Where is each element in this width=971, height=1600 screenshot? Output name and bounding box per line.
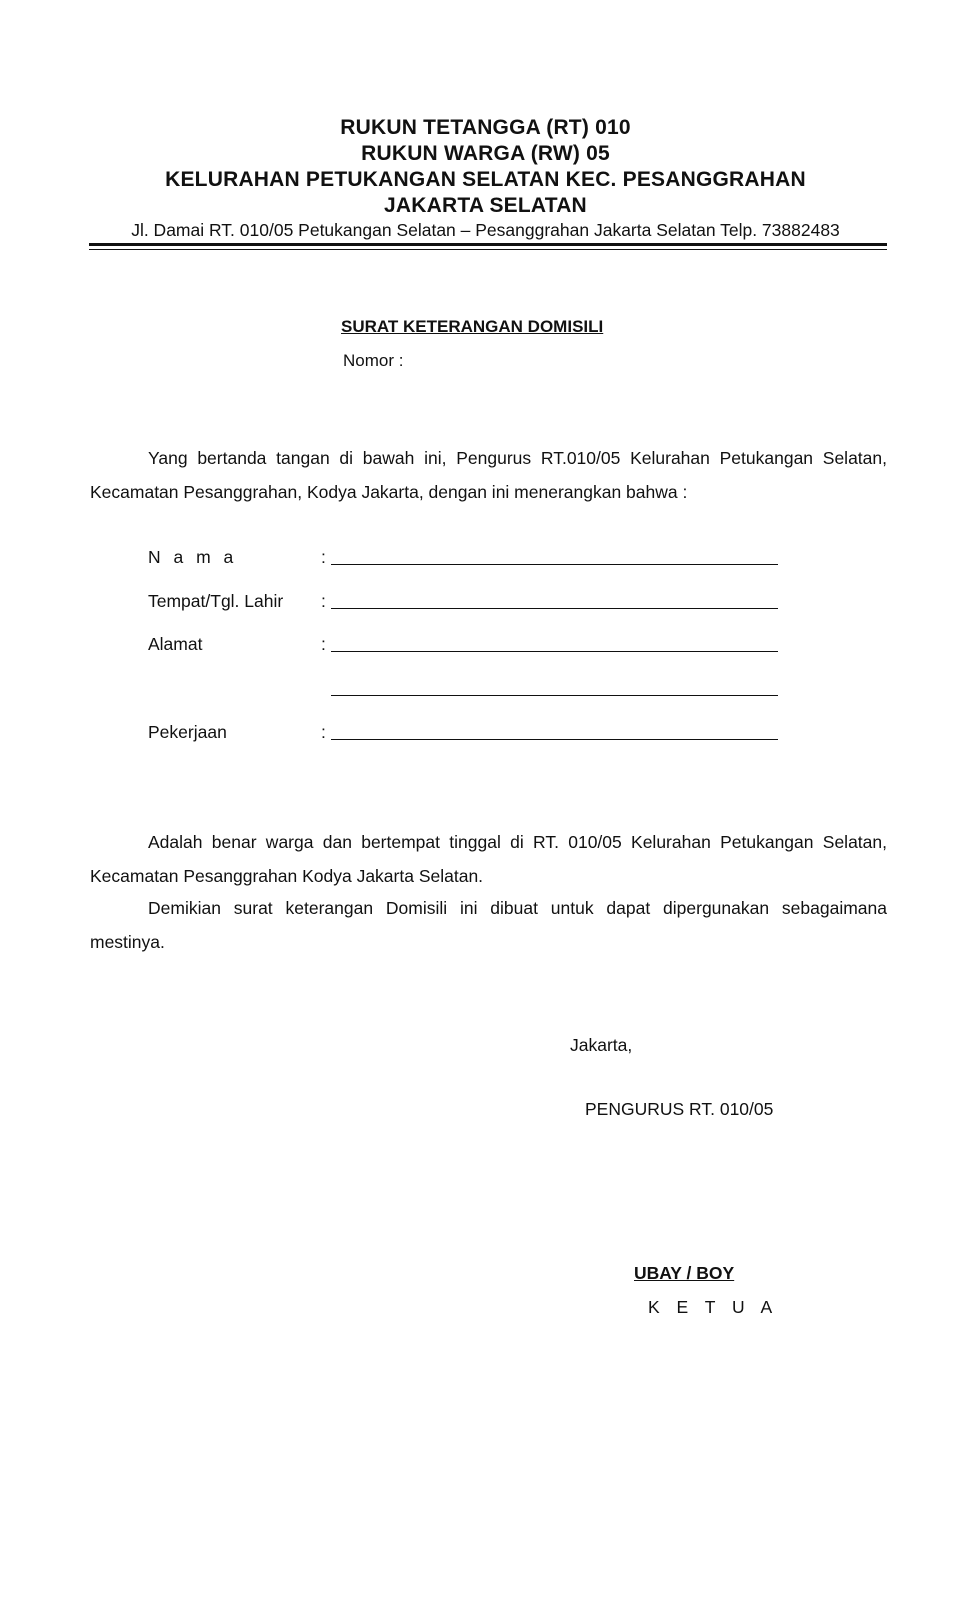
signer-role: K E T U A: [648, 1297, 779, 1317]
document-number: Nomor :: [343, 351, 404, 370]
letterhead-rt: RUKUN TETANGGA (RT) 010: [340, 116, 631, 139]
field-line-name[interactable]: [331, 564, 778, 565]
field-colon-job: :: [321, 722, 326, 742]
letterhead-kelurahan: KELURAHAN PETUKANGAN SELATAN KEC. PESANGGRAHAN: [165, 168, 806, 191]
closing-paragraph: Demikian surat keterangan Domisili ini dibuat untuk dapat dipergunakan sebagaimana mestinya.: [90, 898, 887, 952]
field-label-name: N a m a: [148, 547, 238, 567]
field-line-address-2[interactable]: [331, 695, 778, 696]
document-title: SURAT KETERANGAN DOMISILI: [341, 317, 604, 336]
letterhead-rw: RUKUN WARGA (RW) 05: [361, 142, 610, 165]
statement-paragraph: Adalah benar warga dan bertempat tinggal di RT. 010/05 Kelurahan Petukangan Selatan, Kecamatan Pesanggrahan Kodya Jakarta Selatan.: [90, 832, 887, 886]
field-colon-address: :: [321, 634, 326, 654]
intro-paragraph: Yang bertanda tangan di bawah ini, Pengurus RT.010/05 Kelurahan Petukangan Selatan, Kecamatan Pesanggrahan, Kodya Jakarta, dengan ini menerangkan bahwa :: [90, 448, 887, 502]
letterhead-address: Jl. Damai RT. 010/05 Petukangan Selatan – Pesanggrahan Jakarta Selatan Telp. 73882483: [131, 220, 840, 240]
field-line-address[interactable]: [331, 651, 778, 652]
field-label-address: Alamat: [148, 634, 203, 654]
field-label-job: Pekerjaan: [148, 722, 227, 742]
signature-place: Jakarta,: [570, 1035, 633, 1055]
signer-name: UBAY / BOY: [634, 1263, 735, 1283]
field-colon-name: :: [321, 547, 326, 567]
field-line-birth[interactable]: [331, 608, 778, 609]
letterhead-rule-thin: [89, 249, 887, 250]
letterhead-rule-thick: [89, 243, 887, 246]
field-label-birth: Tempat/Tgl. Lahir: [148, 591, 284, 611]
signature-organization: PENGURUS RT. 010/05: [585, 1099, 774, 1119]
field-colon-birth: :: [321, 591, 326, 611]
letterhead-city: JAKARTA SELATAN: [384, 194, 587, 217]
field-line-job[interactable]: [331, 739, 778, 740]
